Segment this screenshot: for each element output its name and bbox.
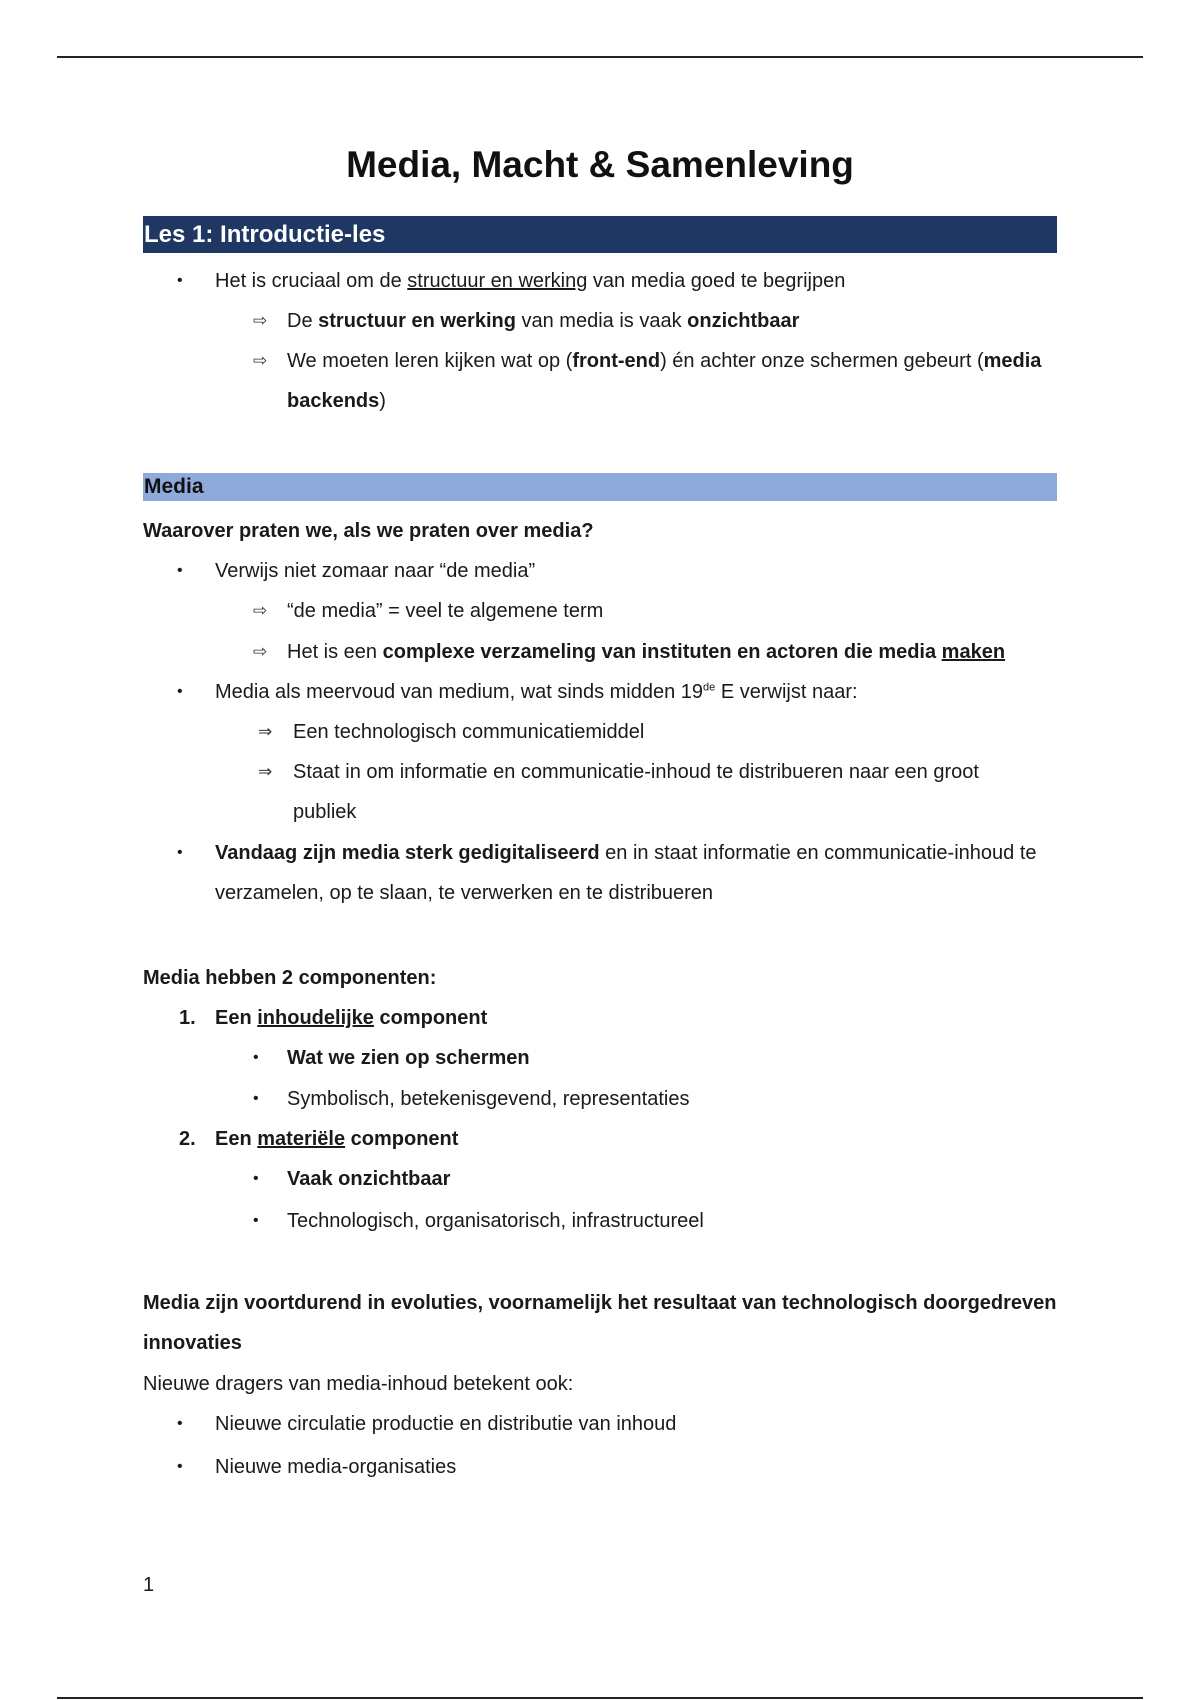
list-number: 2. [179, 1128, 196, 1150]
document-title: Media, Macht & Samenleving [346, 144, 854, 185]
list-item: Technologisch, organisatorisch, infrastructureel [287, 1210, 704, 1232]
list-item: Staat in om informatie en communicatie-inhoud te distribueren naar een groot [293, 761, 979, 783]
list-item: Media als meervoud van medium, wat sinds midden 19de E verwijst naar: [215, 681, 858, 703]
evolution-heading-continuation: innovaties [143, 1332, 242, 1354]
list-item: Symbolisch, betekenisgevend, representaties [287, 1088, 690, 1110]
question-heading: Waarover praten we, als we praten over media? [143, 520, 594, 542]
bullet-icon: • [177, 683, 183, 700]
bullet-icon: • [253, 1170, 259, 1187]
bullet-icon: • [253, 1049, 259, 1066]
double-arrow-icon: ⇒ [258, 762, 273, 781]
arrow-icon: ⇨ [253, 642, 268, 661]
list-item-continuation: verzamelen, op te slaan, te verwerken en te distribueren [215, 882, 714, 904]
section-heading-media: Media [143, 473, 1057, 501]
bullet-icon: • [177, 272, 183, 289]
bullet-icon: • [253, 1212, 259, 1229]
header-rule [57, 56, 1143, 58]
list-item: Vaak onzichtbaar [287, 1168, 451, 1190]
list-item-continuation: backends) [287, 390, 386, 412]
page-number: 1 [143, 1574, 155, 1596]
list-item: Het is een complexe verzameling van instituten en actoren die media maken [287, 641, 1006, 663]
list-item: “de media” = veel te algemene term [287, 600, 604, 622]
list-item: Een materiële component [215, 1128, 459, 1150]
list-item: We moeten leren kijken wat op (front-end) én achter onze schermen gebeurt (media [287, 350, 1042, 372]
list-item: De structuur en werking van media is vaak onzichtbaar [287, 310, 800, 332]
list-item: Het is cruciaal om de structuur en werking van media goed te begrijpen [215, 270, 846, 292]
list-item: Vandaag zijn media sterk gedigitaliseerd en in staat informatie en communicatie-inhoud te [215, 842, 1037, 864]
double-arrow-icon: ⇒ [258, 722, 273, 741]
list-item: Nieuwe circulatie productie en distributie van inhoud [215, 1413, 677, 1435]
arrow-icon: ⇨ [253, 351, 268, 370]
paragraph: Nieuwe dragers van media-inhoud betekent ook: [143, 1373, 574, 1395]
bullet-icon: • [177, 562, 183, 579]
bullet-icon: • [177, 844, 183, 861]
list-item: Verwijs niet zomaar naar “de media” [215, 560, 536, 582]
list-item: Nieuwe media-organisaties [215, 1456, 457, 1478]
list-item: Wat we zien op schermen [287, 1047, 530, 1069]
evolution-heading: Media zijn voortdurend in evoluties, voornamelijk het resultaat van technologisch doorgedreven [143, 1292, 1057, 1314]
list-item: Een technologisch communicatiemiddel [293, 721, 645, 743]
arrow-icon: ⇨ [253, 601, 268, 620]
arrow-icon: ⇨ [253, 311, 268, 330]
bullet-icon: • [177, 1415, 183, 1432]
list-item-continuation: publiek [293, 801, 357, 823]
list-number: 1. [179, 1007, 196, 1029]
footer-rule [57, 1697, 1143, 1699]
bullet-icon: • [177, 1458, 183, 1475]
section-heading-les1: Les 1: Introductie-les [143, 216, 1057, 253]
list-item: Een inhoudelijke component [215, 1007, 488, 1029]
bullet-icon: • [253, 1090, 259, 1107]
components-heading: Media hebben 2 componenten: [143, 967, 437, 989]
